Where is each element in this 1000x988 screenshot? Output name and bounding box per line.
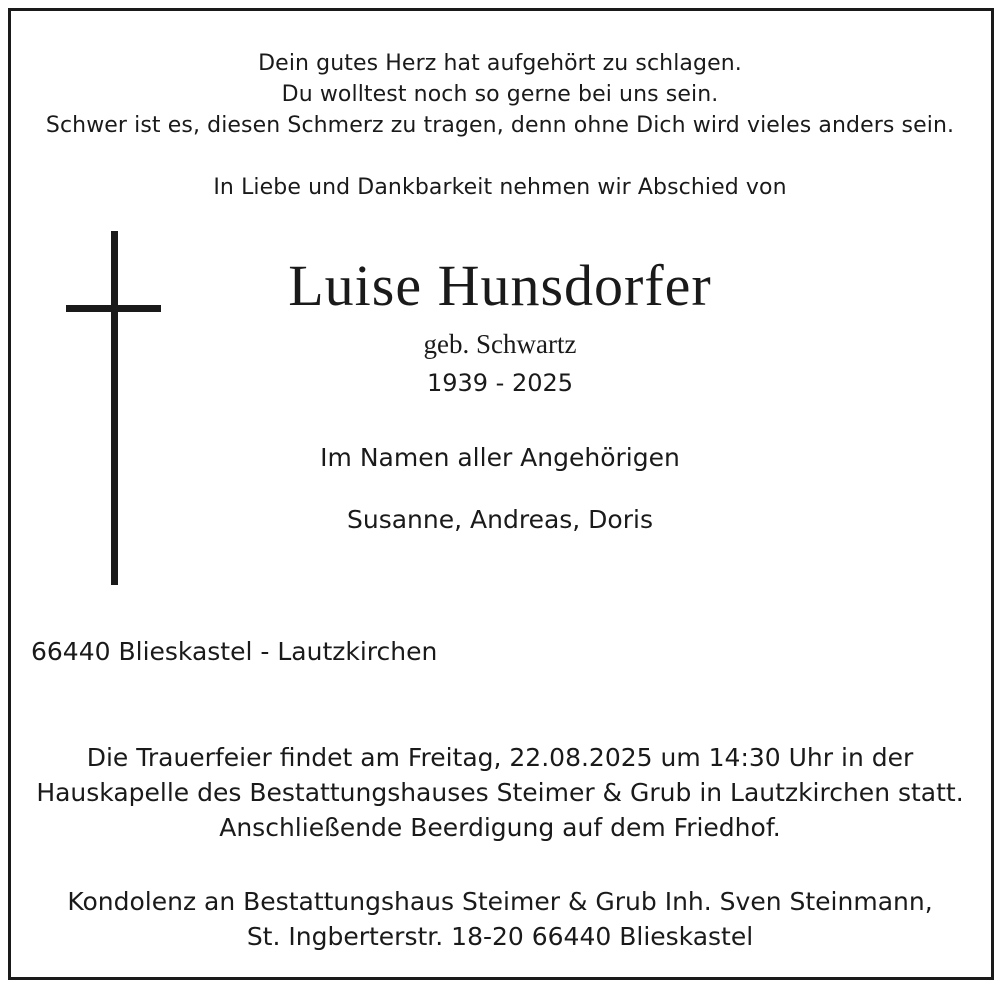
service-line-1: Die Trauerfeier findet am Freitag, 22.08.2025 um 14:30 Uhr in der [86,743,914,772]
place: 66440 Blieskastel - Lautzkirchen [31,637,438,666]
poem-line-1: Dein gutes Herz hat aufgehört zu schlagen. [258,51,742,76]
condolence-info [0,884,1000,954]
family-intro: Im Namen aller Angehörigen [320,443,680,472]
farewell-intro: In Liebe und Dankbarkeit nehmen wir Abschied von [213,175,787,200]
service-line-2: Hauskapelle des Bestattungshauses Steimer & Grub in Lautzkirchen statt. [36,778,964,807]
service-info [0,740,1000,845]
deceased-name: Luise Hunsdorfer [288,253,712,318]
poem-line-2: Du wolltest noch so gerne bei uns sein. [281,82,719,107]
poem [0,48,1000,141]
life-years: 1939 - 2025 [426,369,574,397]
service-line-3: Anschließende Beerdigung auf dem Friedhof. [219,813,781,842]
maiden-name: geb. Schwartz [423,329,577,359]
family-names: Susanne, Andreas, Doris [347,505,653,534]
poem-line-3: Schwer ist es, diesen Schmerz zu tragen, denn ohne Dich wird vieles anders sein. [45,113,955,138]
condolence-line-1: Kondolenz an Bestattungshaus Steimer & Grub Inh. Sven Steinmann, [67,887,933,916]
condolence-line-2: St. Ingberterstr. 18-20 66440 Blieskastel [246,922,754,951]
